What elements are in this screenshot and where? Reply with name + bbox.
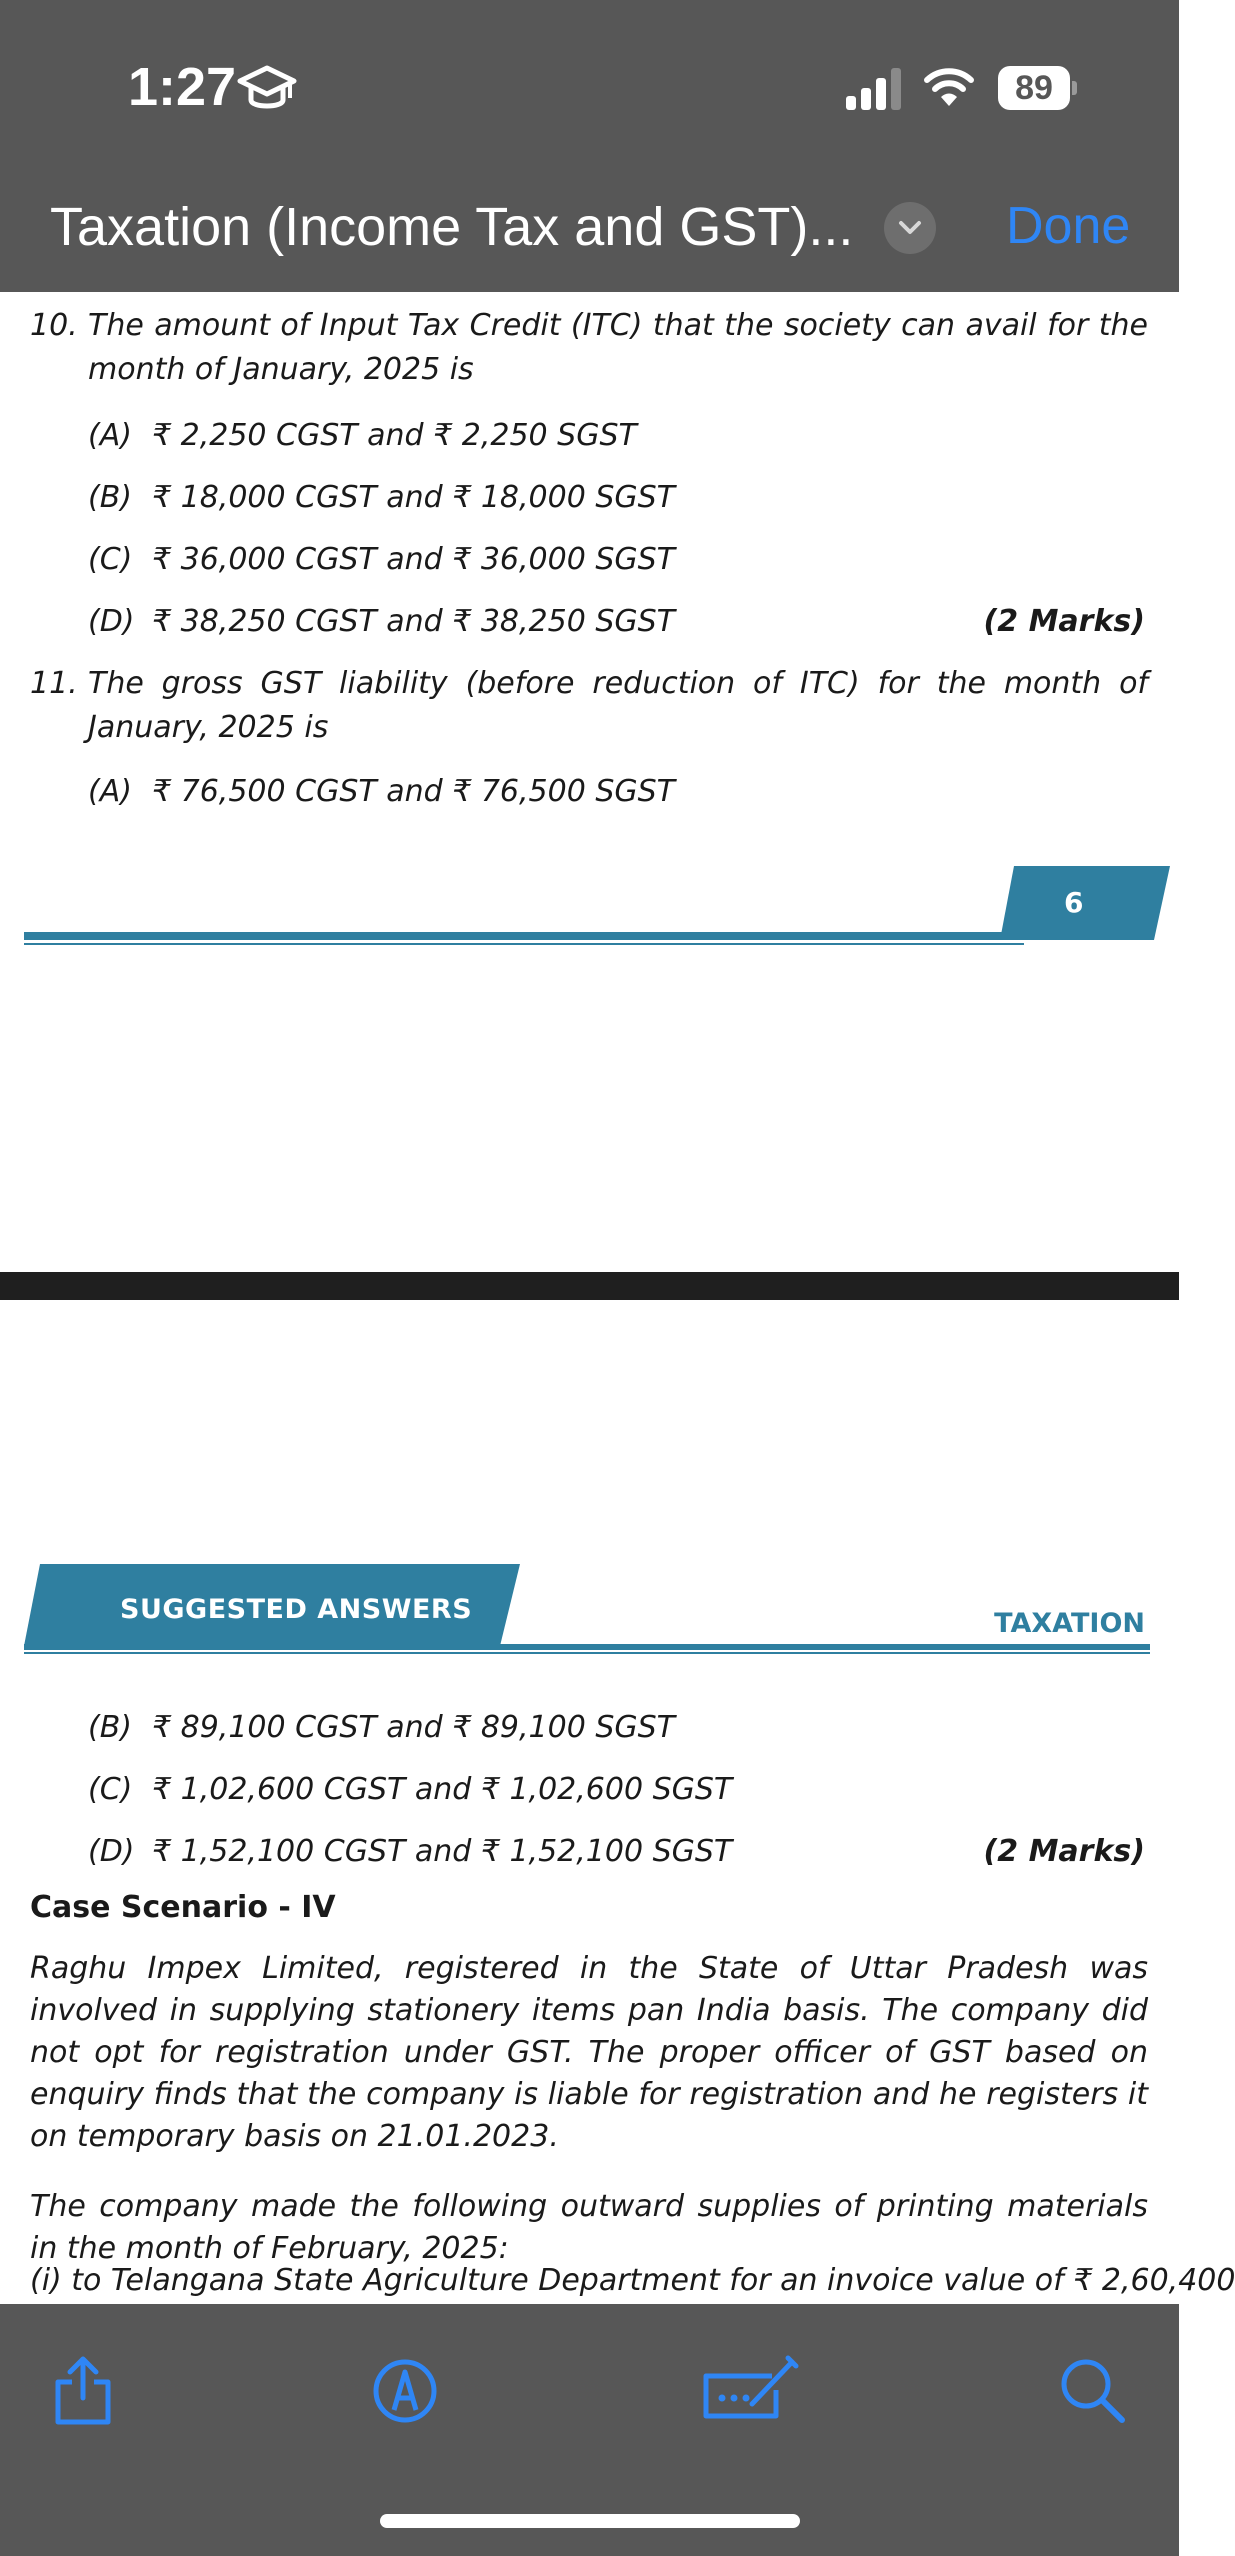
option-label: (A) xyxy=(88,774,132,809)
option-d xyxy=(88,1830,732,1874)
home-indicator[interactable] xyxy=(380,2514,800,2528)
option-text: ₹ 2,250 CGST and ₹ 2,250 SGST xyxy=(152,418,637,453)
top-bar xyxy=(0,0,1179,292)
option-d xyxy=(88,600,675,644)
option-text: ₹ 76,500 CGST and ₹ 76,500 SGST xyxy=(152,774,675,809)
case-paragraph-2: The company made the following outward supplies of printing materials in the month of February, 2025: xyxy=(30,2189,1148,2266)
share-icon[interactable] xyxy=(52,2354,114,2426)
partial-line xyxy=(30,2263,1235,2304)
page-number-tab xyxy=(1000,866,1170,940)
case-scenario-title: Case Scenario - IV xyxy=(30,1890,336,1925)
option-label: (D) xyxy=(88,604,135,639)
question-11 xyxy=(30,662,1148,750)
question-text: The gross GST liability (before reduction of ITC) for the month of January, 2025 is xyxy=(88,666,1148,745)
option-text: ₹ 36,000 CGST and ₹ 36,000 SGST xyxy=(152,542,675,577)
question-number: 10. xyxy=(30,308,78,343)
option-text: ₹ 1,02,600 CGST and ₹ 1,02,600 SGST xyxy=(152,1772,733,1807)
case-paragraph-1: Raghu Impex Limited, registered in the State of Uttar Pradesh was involved in supplying stationery items pan India basis. The company did not opt for registration under GST. The proper officer of GST based on enquiry finds that the company is liable for registration and he registers it on temporary basis on 21.01.2023. xyxy=(30,1951,1148,2154)
wifi-icon xyxy=(924,66,974,108)
graduation-cap-icon xyxy=(238,64,296,116)
option-label: (B) xyxy=(88,480,132,515)
header-rule-thin xyxy=(24,1652,1150,1654)
option-text: ₹ 1,52,100 CGST and ₹ 1,52,100 SGST xyxy=(152,1834,733,1869)
status-time: 1:27 xyxy=(128,57,237,117)
option-text: ₹ 18,000 CGST and ₹ 18,000 SGST xyxy=(152,480,675,515)
cellular-signal-icon xyxy=(846,68,904,110)
question-text: The amount of Input Tax Credit (ITC) that the society can avail for the month of January, 2025 is xyxy=(88,308,1148,387)
done-button[interactable]: Done xyxy=(1006,197,1131,255)
option-b xyxy=(88,1706,675,1750)
option-text: ₹ 89,100 CGST and ₹ 89,100 SGST xyxy=(152,1710,675,1745)
option-a xyxy=(88,770,675,814)
title-menu-button[interactable] xyxy=(884,202,936,254)
signature-icon[interactable] xyxy=(700,2354,800,2420)
document-title: Taxation (Income Tax and GST)... xyxy=(50,197,854,257)
section-header-label: SUGGESTED ANSWERS xyxy=(120,1594,473,1625)
option-label: (D) xyxy=(88,1834,135,1869)
page-number: 6 xyxy=(1064,886,1084,919)
search-icon[interactable] xyxy=(1058,2356,1126,2424)
page-separator xyxy=(0,1272,1179,1300)
question-10 xyxy=(30,304,1148,392)
option-label: (A) xyxy=(88,418,132,453)
header-rule xyxy=(24,1644,1150,1650)
partial-line-text: (i) to Telangana State Agriculture Department for an invoice value of ₹ 2,60,400 xyxy=(30,2263,1235,2298)
marks-label: (2 Marks) xyxy=(983,604,1145,639)
option-label: (C) xyxy=(88,1772,133,1807)
footer-rule-thin xyxy=(24,943,1024,945)
option-b xyxy=(88,476,675,520)
subject-label: TAXATION xyxy=(994,1608,1145,1639)
option-text: ₹ 38,250 CGST and ₹ 38,250 SGST xyxy=(152,604,675,639)
option-a xyxy=(88,414,637,458)
question-number: 11. xyxy=(30,666,78,701)
battery-level: 89 xyxy=(998,66,1070,110)
marks-label: (2 Marks) xyxy=(983,1834,1145,1869)
option-c xyxy=(88,1768,732,1812)
footer-rule xyxy=(24,932,1024,940)
markup-icon[interactable] xyxy=(372,2358,438,2424)
option-label: (C) xyxy=(88,542,133,577)
option-label: (B) xyxy=(88,1710,132,1745)
chevron-down-icon xyxy=(898,218,922,238)
option-c xyxy=(88,538,675,582)
battery-icon xyxy=(998,66,1078,110)
